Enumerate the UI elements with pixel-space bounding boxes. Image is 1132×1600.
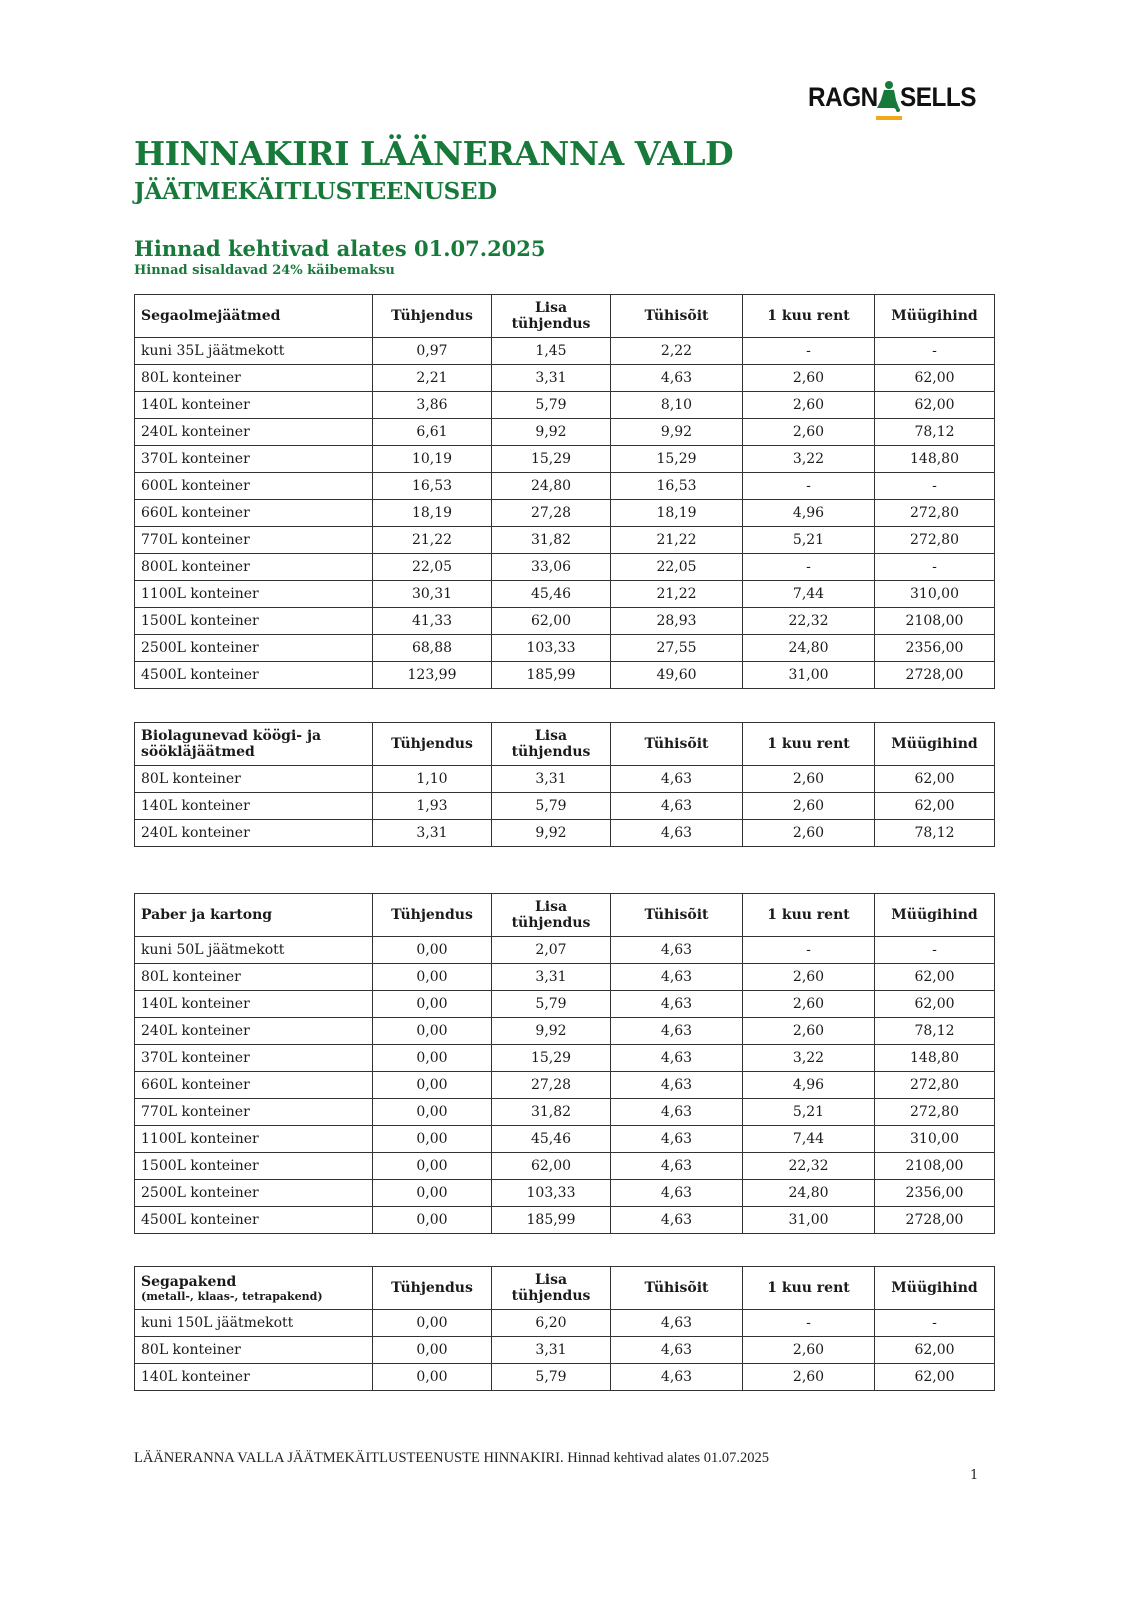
price-cell: 3,22	[743, 1045, 875, 1072]
table-row	[135, 1180, 995, 1207]
table-row	[135, 1126, 995, 1153]
price-cell: 4,63	[611, 1337, 743, 1364]
table-row	[135, 635, 995, 662]
price-cell: 9,92	[492, 820, 611, 847]
price-cell: 18,19	[373, 500, 492, 527]
price-cell: 0,00	[373, 1072, 492, 1099]
price-cell: 24,80	[743, 635, 875, 662]
price-cell: 62,00	[875, 766, 995, 793]
price-cell: 31,82	[492, 527, 611, 554]
price-cell: 4,63	[611, 964, 743, 991]
col-header-tuhisoit: Tühisõit	[611, 295, 743, 338]
price-cell: 5,79	[492, 991, 611, 1018]
row-label: 80L konteiner	[135, 964, 373, 991]
price-cell: 7,44	[743, 1126, 875, 1153]
price-cell: 15,29	[492, 446, 611, 473]
table-row	[135, 419, 995, 446]
page-number: 1	[970, 1468, 979, 1483]
col-header-tuhjendus: Tühjendus	[373, 1267, 492, 1310]
price-cell: 0,00	[373, 1126, 492, 1153]
price-cell: 7,44	[743, 581, 875, 608]
row-label: 1500L konteiner	[135, 608, 373, 635]
price-cell: 103,33	[492, 635, 611, 662]
price-cell: 4,63	[611, 1364, 743, 1391]
price-cell: 0,00	[373, 1099, 492, 1126]
price-cell: 1,93	[373, 793, 492, 820]
price-cell: 78,12	[875, 1018, 995, 1045]
price-cell: 2,60	[743, 766, 875, 793]
table-header-row	[135, 723, 995, 766]
price-cell: 5,21	[743, 1099, 875, 1126]
price-cell: 1,45	[492, 338, 611, 365]
price-cell: 4,96	[743, 1072, 875, 1099]
price-cell: 15,29	[492, 1045, 611, 1072]
vat-note: Hinnad sisaldavad 24% käibemaksu	[134, 263, 395, 278]
price-cell: 16,53	[611, 473, 743, 500]
price-cell: 4,63	[611, 766, 743, 793]
price-cell: 33,06	[492, 554, 611, 581]
table-row	[135, 1153, 995, 1180]
price-cell: 2356,00	[875, 635, 995, 662]
price-cell: 27,28	[492, 500, 611, 527]
price-cell: 6,20	[492, 1310, 611, 1337]
price-cell: 5,79	[492, 392, 611, 419]
logo-figure-icon	[875, 80, 901, 112]
price-cell: 0,00	[373, 991, 492, 1018]
price-cell: 0,00	[373, 937, 492, 964]
table-row	[135, 581, 995, 608]
price-cell: -	[875, 554, 995, 581]
price-cell: 4,63	[611, 793, 743, 820]
table-row	[135, 608, 995, 635]
price-cell: 31,00	[743, 1207, 875, 1234]
price-cell: 62,00	[875, 964, 995, 991]
price-cell: 21,22	[373, 527, 492, 554]
table-row	[135, 446, 995, 473]
price-cell: -	[743, 937, 875, 964]
row-label: 600L konteiner	[135, 473, 373, 500]
col-header-kuu-rent: 1 kuu rent	[743, 894, 875, 937]
table-title-note: (metall-, klaas-, tetrapakend)	[141, 1289, 323, 1303]
col-header-lisa-tuhjendus: Lisa tühjendus	[492, 894, 611, 937]
price-cell: 3,86	[373, 392, 492, 419]
row-label: 140L konteiner	[135, 991, 373, 1018]
col-header-muugihind: Müügihind	[875, 894, 995, 937]
row-label: 240L konteiner	[135, 820, 373, 847]
table-row	[135, 1364, 995, 1391]
price-cell: 0,00	[373, 1207, 492, 1234]
price-table-paber-kartong	[134, 893, 995, 1234]
price-cell: 148,80	[875, 1045, 995, 1072]
price-cell: 0,00	[373, 1153, 492, 1180]
logo-text-right: SELLS	[900, 82, 977, 112]
table-row	[135, 1337, 995, 1364]
price-cell: 2,60	[743, 1018, 875, 1045]
col-header-tuhjendus: Tühjendus	[373, 295, 492, 338]
price-cell: 0,00	[373, 1310, 492, 1337]
price-cell: -	[743, 1310, 875, 1337]
validity-date: Hinnad kehtivad alates 01.07.2025	[134, 236, 546, 261]
price-cell: 2728,00	[875, 1207, 995, 1234]
price-cell: 62,00	[875, 991, 995, 1018]
price-cell: 2,60	[743, 419, 875, 446]
table-row	[135, 1207, 995, 1234]
price-cell: 0,00	[373, 1364, 492, 1391]
row-label: 80L konteiner	[135, 766, 373, 793]
table-row	[135, 991, 995, 1018]
logo-accent-bar	[876, 116, 902, 120]
row-label: 1100L konteiner	[135, 1126, 373, 1153]
table-row	[135, 820, 995, 847]
row-label: 140L konteiner	[135, 793, 373, 820]
price-cell: 2,22	[611, 338, 743, 365]
table-row	[135, 1310, 995, 1337]
price-cell: 2108,00	[875, 608, 995, 635]
row-label: 770L konteiner	[135, 1099, 373, 1126]
price-cell: 8,10	[611, 392, 743, 419]
price-cell: 2,60	[743, 1364, 875, 1391]
price-cell: 2,60	[743, 793, 875, 820]
price-cell: 3,31	[492, 964, 611, 991]
col-header-muugihind: Müügihind	[875, 723, 995, 766]
col-header-kuu-rent: 1 kuu rent	[743, 723, 875, 766]
price-cell: 5,79	[492, 793, 611, 820]
price-cell: 2,60	[743, 820, 875, 847]
price-cell: 3,31	[492, 365, 611, 392]
table-title-cell	[135, 1267, 373, 1310]
row-label: 800L konteiner	[135, 554, 373, 581]
price-cell: 22,05	[611, 554, 743, 581]
row-label: 660L konteiner	[135, 500, 373, 527]
price-cell: 3,31	[492, 766, 611, 793]
price-cell: 78,12	[875, 820, 995, 847]
col-header-lisa-tuhjendus: Lisa tühjendus	[492, 723, 611, 766]
row-label: 370L konteiner	[135, 1045, 373, 1072]
row-label: kuni 35L jäätmekott	[135, 338, 373, 365]
price-cell: 3,31	[492, 1337, 611, 1364]
table-header-row	[135, 1267, 995, 1310]
table-title: Biolagunevad köögi- ja söökläjäätmed	[135, 723, 373, 766]
col-header-tuhjendus: Tühjendus	[373, 894, 492, 937]
price-cell: 5,79	[492, 1364, 611, 1391]
price-cell: 4,63	[611, 937, 743, 964]
table-row	[135, 1018, 995, 1045]
table-row	[135, 964, 995, 991]
price-cell: 9,92	[492, 1018, 611, 1045]
col-header-tuhisoit: Tühisõit	[611, 894, 743, 937]
price-cell: -	[875, 338, 995, 365]
price-cell: 3,31	[373, 820, 492, 847]
table-row	[135, 392, 995, 419]
price-cell: 272,80	[875, 527, 995, 554]
col-header-tuhisoit: Tühisõit	[611, 1267, 743, 1310]
col-header-kuu-rent: 1 kuu rent	[743, 1267, 875, 1310]
table-row	[135, 365, 995, 392]
table-row	[135, 527, 995, 554]
price-cell: 272,80	[875, 1099, 995, 1126]
price-cell: 21,22	[611, 527, 743, 554]
price-cell: 0,00	[373, 1018, 492, 1045]
price-cell: 2,21	[373, 365, 492, 392]
price-cell: -	[875, 937, 995, 964]
price-cell: 4,63	[611, 1310, 743, 1337]
price-cell: 30,31	[373, 581, 492, 608]
price-cell: 2,60	[743, 1337, 875, 1364]
price-cell: 9,92	[492, 419, 611, 446]
price-cell: 45,46	[492, 581, 611, 608]
price-cell: 0,00	[373, 964, 492, 991]
row-label: kuni 150L jäätmekott	[135, 1310, 373, 1337]
price-cell: 24,80	[743, 1180, 875, 1207]
table-title: Paber ja kartong	[135, 894, 373, 937]
price-cell: 28,93	[611, 608, 743, 635]
price-cell: 2728,00	[875, 662, 995, 689]
price-cell: 4,63	[611, 365, 743, 392]
col-header-lisa-tuhjendus: Lisa tühjendus	[492, 295, 611, 338]
price-cell: 62,00	[875, 392, 995, 419]
col-header-muugihind: Müügihind	[875, 1267, 995, 1310]
row-label: 2500L konteiner	[135, 1180, 373, 1207]
price-cell: 4,63	[611, 820, 743, 847]
price-cell: -	[875, 1310, 995, 1337]
table-title: Segapakend	[141, 1273, 237, 1290]
col-header-tuhjendus: Tühjendus	[373, 723, 492, 766]
price-cell: 3,22	[743, 446, 875, 473]
page-subtitle: JÄÄTMEKÄITLUSTEENUSED	[134, 178, 497, 205]
price-cell: 103,33	[492, 1180, 611, 1207]
row-label: 80L konteiner	[135, 1337, 373, 1364]
col-header-lisa-tuhjendus: Lisa tühjendus	[492, 1267, 611, 1310]
price-cell: 2356,00	[875, 1180, 995, 1207]
row-label: 2500L konteiner	[135, 635, 373, 662]
ragn-sells-logo	[808, 80, 977, 122]
price-cell: 22,05	[373, 554, 492, 581]
price-cell: 1,10	[373, 766, 492, 793]
table-row	[135, 793, 995, 820]
footer-text: LÄÄNERANNA VALLA JÄÄTMEKÄITLUSTEENUSTE HINNAKIRI. Hinnad kehtivad alates 01.07.2025	[134, 1450, 769, 1466]
price-cell: 24,80	[492, 473, 611, 500]
table-row	[135, 1099, 995, 1126]
price-cell: -	[875, 473, 995, 500]
table-row	[135, 554, 995, 581]
price-cell: 2,60	[743, 964, 875, 991]
price-cell: 31,82	[492, 1099, 611, 1126]
table-row	[135, 937, 995, 964]
price-cell: 62,00	[875, 1337, 995, 1364]
price-cell: 4,63	[611, 991, 743, 1018]
price-cell: 4,63	[611, 1153, 743, 1180]
table-row	[135, 473, 995, 500]
price-cell: 15,29	[611, 446, 743, 473]
table-header-row	[135, 894, 995, 937]
table-row	[135, 766, 995, 793]
price-cell: -	[743, 554, 875, 581]
row-label: 4500L konteiner	[135, 662, 373, 689]
price-cell: 4,63	[611, 1072, 743, 1099]
price-cell: 27,28	[492, 1072, 611, 1099]
price-cell: 49,60	[611, 662, 743, 689]
price-table-biolagunevad	[134, 722, 995, 847]
price-cell: 0,00	[373, 1045, 492, 1072]
row-label: kuni 50L jäätmekott	[135, 937, 373, 964]
price-cell: 272,80	[875, 500, 995, 527]
row-label: 1100L konteiner	[135, 581, 373, 608]
price-cell: 31,00	[743, 662, 875, 689]
price-cell: 10,19	[373, 446, 492, 473]
col-header-kuu-rent: 1 kuu rent	[743, 295, 875, 338]
page-title: HINNAKIRI LÄÄNERANNA VALD	[134, 134, 734, 173]
price-cell: 68,88	[373, 635, 492, 662]
price-cell: 18,19	[611, 500, 743, 527]
table-row	[135, 1045, 995, 1072]
price-cell: 2,60	[743, 991, 875, 1018]
price-cell: 62,00	[492, 1153, 611, 1180]
row-label: 660L konteiner	[135, 1072, 373, 1099]
price-cell: 310,00	[875, 1126, 995, 1153]
price-cell: 185,99	[492, 662, 611, 689]
price-cell: 41,33	[373, 608, 492, 635]
price-cell: 0,97	[373, 338, 492, 365]
table-row	[135, 500, 995, 527]
price-cell: 62,00	[875, 793, 995, 820]
row-label: 1500L konteiner	[135, 1153, 373, 1180]
price-cell: 4,63	[611, 1126, 743, 1153]
price-cell: 6,61	[373, 419, 492, 446]
price-cell: 22,32	[743, 1153, 875, 1180]
logo-text-left: RAGN	[808, 82, 878, 112]
row-label: 80L konteiner	[135, 365, 373, 392]
price-cell: 4,63	[611, 1045, 743, 1072]
price-cell: 78,12	[875, 419, 995, 446]
price-table-segaolmejaatmed	[134, 294, 995, 689]
col-header-muugihind: Müügihind	[875, 295, 995, 338]
price-cell: 2108,00	[875, 1153, 995, 1180]
price-cell: 62,00	[875, 1364, 995, 1391]
price-cell: 2,60	[743, 365, 875, 392]
price-cell: 0,00	[373, 1337, 492, 1364]
price-cell: 4,63	[611, 1099, 743, 1126]
table-row	[135, 338, 995, 365]
price-cell: 22,32	[743, 608, 875, 635]
price-cell: 4,63	[611, 1207, 743, 1234]
table-row	[135, 662, 995, 689]
row-label: 240L konteiner	[135, 1018, 373, 1045]
row-label: 140L konteiner	[135, 392, 373, 419]
table-row	[135, 1072, 995, 1099]
price-cell: 272,80	[875, 1072, 995, 1099]
price-cell: 16,53	[373, 473, 492, 500]
price-cell: 0,00	[373, 1180, 492, 1207]
price-cell: 4,63	[611, 1018, 743, 1045]
row-label: 370L konteiner	[135, 446, 373, 473]
price-cell: 62,00	[875, 365, 995, 392]
price-cell: 21,22	[611, 581, 743, 608]
table-title: Segaolmejäätmed	[135, 295, 373, 338]
price-cell: 45,46	[492, 1126, 611, 1153]
price-cell: 4,63	[611, 1180, 743, 1207]
price-table-segapakend	[134, 1266, 995, 1391]
row-label: 4500L konteiner	[135, 1207, 373, 1234]
price-cell: 123,99	[373, 662, 492, 689]
price-cell: -	[743, 473, 875, 500]
price-cell: 148,80	[875, 446, 995, 473]
price-cell: 2,07	[492, 937, 611, 964]
price-cell: 2,60	[743, 392, 875, 419]
price-cell: -	[743, 338, 875, 365]
price-cell: 62,00	[492, 608, 611, 635]
row-label: 770L konteiner	[135, 527, 373, 554]
col-header-tuhisoit: Tühisõit	[611, 723, 743, 766]
price-cell: 310,00	[875, 581, 995, 608]
price-cell: 185,99	[492, 1207, 611, 1234]
price-cell: 27,55	[611, 635, 743, 662]
row-label: 140L konteiner	[135, 1364, 373, 1391]
price-cell: 4,96	[743, 500, 875, 527]
price-cell: 9,92	[611, 419, 743, 446]
table-header-row	[135, 295, 995, 338]
row-label: 240L konteiner	[135, 419, 373, 446]
price-cell: 5,21	[743, 527, 875, 554]
